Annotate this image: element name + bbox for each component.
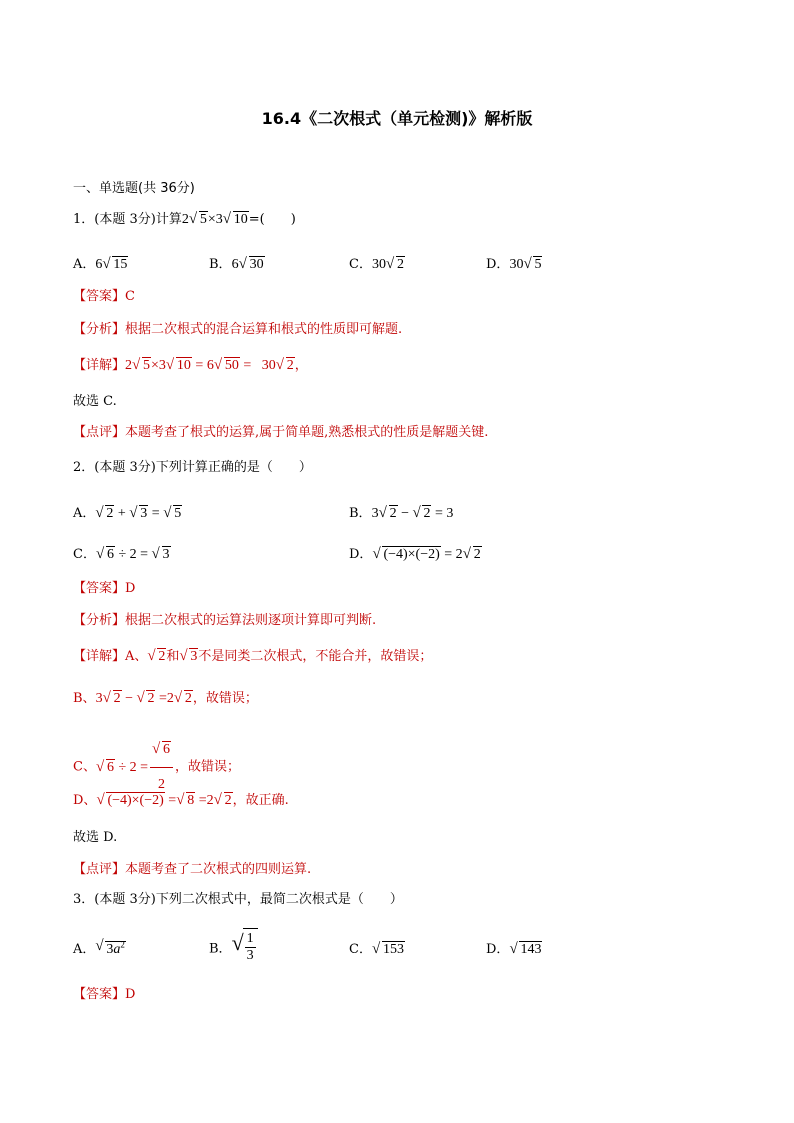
q1-option-d: D．30√ 5 <box>486 253 542 273</box>
q1-stem: 1．(本题 3分)计算2√ 5×3√ 10=( ) <box>73 211 296 229</box>
q2-detail-d: D、√ (−4)×(−2) =√ 8 =2√ 2，故正确. <box>73 792 289 810</box>
q3-option-c: C．√ 153 <box>349 938 405 958</box>
q2-analysis: 【分析】根据二次根式的运算法则逐项计算即可判断. <box>73 613 377 628</box>
q2-comment: 【点评】本题考查了二次根式的四则运算. <box>73 862 312 877</box>
q3-answer: 【答案】D <box>73 987 136 1002</box>
q1-comment: 【点评】本题考查了根式的运算,属于简单题,熟悉根式的性质是解题关键. <box>73 425 489 440</box>
q2-detail-a: 【详解】A、√ 2和√ 3不是同类二次根式，不能合并，故错误； <box>73 648 432 666</box>
q3-stem: 3．(本题 3分)下列二次根式中，最简二次根式是（ ） <box>73 892 403 907</box>
q2-detail-c: C、√ 6 ÷ 2 = √ $\frac{6}{2}$ ，故错误； <box>73 733 240 802</box>
q2-conclusion: 故选 D. <box>73 830 118 845</box>
page-title: 16.4《二次根式（单元检测)》解析版 <box>261 109 533 128</box>
q2-stem: 2．(本题 3分)下列计算正确的是（ ） <box>73 460 312 475</box>
q1-option-b: B．6√ 30 <box>209 253 265 273</box>
q3-option-b: B． √ $\frac{1}{3}$ <box>209 928 258 964</box>
q3-option-d: D．√ 143 <box>486 938 542 958</box>
q2-option-d: D．√ (−4)×(−2) = 2√ 2 <box>349 543 482 563</box>
q3-option-a: A．√ $3a^2$ <box>73 938 126 958</box>
q1-option-a: A．6√ 15 <box>73 253 128 273</box>
q1-conclusion: 故选 C. <box>73 394 117 409</box>
q1-option-c: C．30√ 2 <box>349 253 405 273</box>
q1-detail: 【详解】2√ 5×3√ 10 = 6√ 50 = 30√ 2， <box>73 357 308 375</box>
q1-analysis: 【分析】根据二次根式的混合运算和根式的性质即可解题. <box>73 322 403 337</box>
q2-option-a: A．√ 2 + √ 3 = √ 5 <box>73 502 182 522</box>
q2-option-b: B．3√ 2 − √ 2 = 3 <box>349 502 453 522</box>
q2-detail-b: B、3√ 2 − √ 2 =2√ 2，故错误； <box>73 690 258 708</box>
q2-answer: 【答案】D <box>73 581 136 596</box>
q1-answer: 【答案】C <box>73 289 135 304</box>
q2-option-c: C．√ 6 ÷ 2 = √ 3 <box>73 543 171 563</box>
section-heading: 一、单选题(共 36分) <box>73 181 195 196</box>
